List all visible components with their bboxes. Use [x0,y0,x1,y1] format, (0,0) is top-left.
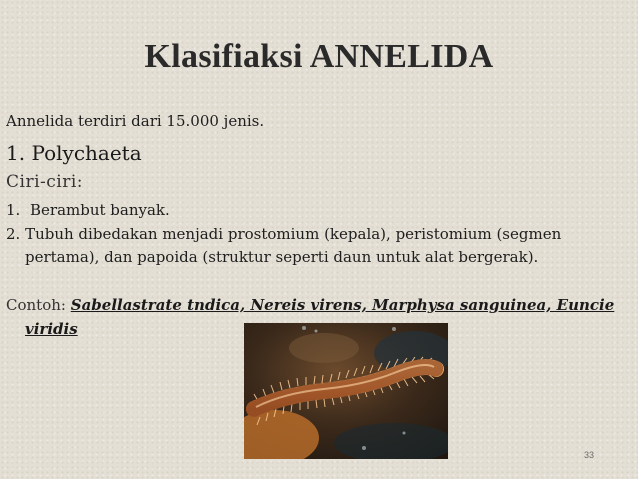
species-list-continued [25,320,78,338]
species-list: Sabellastrate tndica, Nereis virens, Marphysa sanguinea, Euncie [70,296,615,314]
contoh-line [6,296,614,314]
page-number: 33 [584,450,595,460]
species-list-tail: viridis [25,320,78,338]
list-item-2-line2: pertama), dan papoida (struktur seperti daun untuk alat bergerak). [25,248,539,266]
list-item-1-text: Berambut banyak. [30,201,170,219]
polychaete-worm-photo [244,323,448,459]
intro-text: Annelida terdiri dari 15.000 jenis. [6,112,265,130]
slide-title: Klasifiaksi ANNELIDA [144,38,494,75]
ciri-label: Ciri-ciri: [6,172,84,192]
section-heading: 1. Polychaeta [6,141,142,165]
contoh-label: Contoh: [6,296,66,314]
list-item-2-line1: 2. Tubuh dibedakan menjadi prostomium (kepala), peristomium (segmen [6,225,562,243]
list-item-1 [6,201,170,219]
list-item-1-number: 1. [6,201,21,219]
